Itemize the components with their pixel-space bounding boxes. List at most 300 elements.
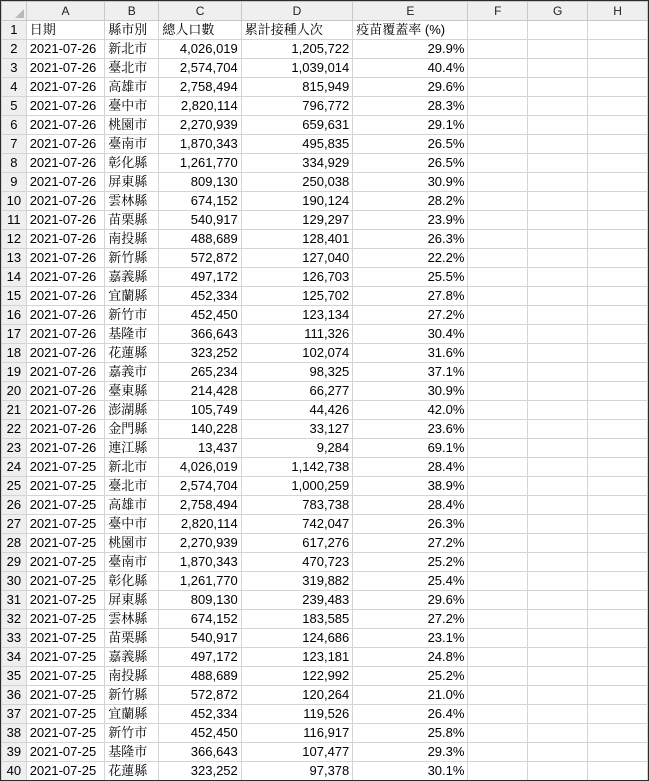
column-header-b[interactable]: B (105, 2, 159, 21)
column-header-h[interactable]: H (588, 2, 648, 21)
empty-cell[interactable] (468, 439, 528, 458)
coverage-cell[interactable]: 29.1% (353, 116, 468, 135)
population-cell[interactable]: 452,334 (159, 705, 241, 724)
row-header[interactable]: 9 (2, 173, 27, 192)
population-cell[interactable]: 140,228 (159, 420, 241, 439)
doses-cell[interactable]: 126,703 (241, 268, 353, 287)
doses-cell[interactable]: 123,181 (241, 648, 353, 667)
population-cell[interactable]: 674,152 (159, 610, 241, 629)
county-cell[interactable]: 彰化縣 (105, 572, 159, 591)
date-cell[interactable]: 2021-07-25 (26, 762, 105, 781)
empty-cell[interactable] (468, 572, 528, 591)
county-cell[interactable]: 南投縣 (105, 230, 159, 249)
empty-cell[interactable] (588, 173, 648, 192)
empty-cell[interactable] (528, 40, 588, 59)
empty-cell[interactable] (588, 382, 648, 401)
empty-cell[interactable] (528, 648, 588, 667)
empty-cell[interactable] (468, 306, 528, 325)
empty-cell[interactable] (468, 553, 528, 572)
empty-cell[interactable] (528, 724, 588, 743)
population-cell[interactable]: 488,689 (159, 230, 241, 249)
doses-cell[interactable]: 120,264 (241, 686, 353, 705)
empty-cell[interactable] (588, 762, 648, 781)
empty-cell[interactable] (528, 78, 588, 97)
column-header-d[interactable]: D (241, 2, 353, 21)
empty-cell[interactable] (468, 648, 528, 667)
population-cell[interactable]: 4,026,019 (159, 458, 241, 477)
county-cell[interactable]: 臺中市 (105, 515, 159, 534)
empty-cell[interactable] (588, 572, 648, 591)
population-cell[interactable]: 1,870,343 (159, 135, 241, 154)
empty-cell[interactable] (588, 192, 648, 211)
date-cell[interactable]: 2021-07-25 (26, 458, 105, 477)
coverage-cell[interactable]: 24.8% (353, 648, 468, 667)
row-header[interactable]: 36 (2, 686, 27, 705)
population-cell[interactable]: 497,172 (159, 648, 241, 667)
empty-cell[interactable] (468, 344, 528, 363)
date-cell[interactable]: 2021-07-26 (26, 306, 105, 325)
row-header[interactable]: 17 (2, 325, 27, 344)
empty-cell[interactable] (588, 458, 648, 477)
row-header[interactable]: 32 (2, 610, 27, 629)
empty-cell[interactable] (468, 40, 528, 59)
doses-cell[interactable]: 98,325 (241, 363, 353, 382)
coverage-cell[interactable]: 26.5% (353, 154, 468, 173)
row-header[interactable]: 1 (2, 21, 27, 40)
empty-cell[interactable] (588, 363, 648, 382)
empty-cell[interactable] (528, 154, 588, 173)
empty-cell[interactable] (468, 458, 528, 477)
empty-cell[interactable] (468, 116, 528, 135)
empty-cell[interactable] (588, 135, 648, 154)
doses-cell[interactable]: 796,772 (241, 97, 353, 116)
date-cell[interactable]: 2021-07-25 (26, 534, 105, 553)
doses-cell[interactable]: 102,074 (241, 344, 353, 363)
row-header[interactable]: 19 (2, 363, 27, 382)
doses-cell[interactable]: 183,585 (241, 610, 353, 629)
county-cell[interactable]: 新竹市 (105, 306, 159, 325)
empty-cell[interactable] (468, 78, 528, 97)
coverage-cell[interactable]: 30.9% (353, 382, 468, 401)
empty-cell[interactable] (528, 496, 588, 515)
date-cell[interactable]: 2021-07-26 (26, 363, 105, 382)
empty-cell[interactable] (528, 705, 588, 724)
empty-cell[interactable] (588, 496, 648, 515)
doses-cell[interactable]: 815,949 (241, 78, 353, 97)
coverage-cell[interactable]: 27.2% (353, 534, 468, 553)
header-cell-cumulative-doses[interactable]: 累計接種人次 (241, 21, 353, 40)
row-header[interactable]: 26 (2, 496, 27, 515)
row-header[interactable]: 21 (2, 401, 27, 420)
date-cell[interactable]: 2021-07-26 (26, 230, 105, 249)
county-cell[interactable]: 雲林縣 (105, 192, 159, 211)
county-cell[interactable]: 澎湖縣 (105, 401, 159, 420)
population-cell[interactable]: 572,872 (159, 686, 241, 705)
population-cell[interactable]: 214,428 (159, 382, 241, 401)
county-cell[interactable]: 高雄市 (105, 496, 159, 515)
empty-cell[interactable] (528, 306, 588, 325)
empty-cell[interactable] (588, 705, 648, 724)
county-cell[interactable]: 南投縣 (105, 667, 159, 686)
coverage-cell[interactable]: 37.1% (353, 363, 468, 382)
county-cell[interactable]: 新北市 (105, 40, 159, 59)
column-header-g[interactable]: G (528, 2, 588, 21)
empty-cell[interactable] (528, 59, 588, 78)
population-cell[interactable]: 4,026,019 (159, 40, 241, 59)
row-header[interactable]: 2 (2, 40, 27, 59)
population-cell[interactable]: 1,870,343 (159, 553, 241, 572)
empty-cell[interactable] (468, 629, 528, 648)
population-cell[interactable]: 1,261,770 (159, 572, 241, 591)
row-header[interactable]: 10 (2, 192, 27, 211)
empty-cell[interactable] (468, 382, 528, 401)
column-header-f[interactable]: F (468, 2, 528, 21)
population-cell[interactable]: 809,130 (159, 591, 241, 610)
population-cell[interactable]: 13,437 (159, 439, 241, 458)
doses-cell[interactable]: 127,040 (241, 249, 353, 268)
population-cell[interactable]: 366,643 (159, 325, 241, 344)
row-header[interactable]: 27 (2, 515, 27, 534)
row-header[interactable]: 13 (2, 249, 27, 268)
empty-cell[interactable] (588, 268, 648, 287)
coverage-cell[interactable]: 29.3% (353, 743, 468, 762)
empty-cell[interactable] (588, 116, 648, 135)
empty-cell[interactable] (468, 211, 528, 230)
coverage-cell[interactable]: 25.2% (353, 667, 468, 686)
empty-cell[interactable] (528, 230, 588, 249)
empty-cell[interactable] (528, 686, 588, 705)
empty-cell[interactable] (468, 705, 528, 724)
date-cell[interactable]: 2021-07-25 (26, 553, 105, 572)
population-cell[interactable]: 323,252 (159, 344, 241, 363)
population-cell[interactable]: 265,234 (159, 363, 241, 382)
row-header[interactable]: 31 (2, 591, 27, 610)
row-header[interactable]: 11 (2, 211, 27, 230)
empty-cell[interactable] (468, 135, 528, 154)
doses-cell[interactable]: 617,276 (241, 534, 353, 553)
row-header[interactable]: 23 (2, 439, 27, 458)
empty-cell[interactable] (468, 496, 528, 515)
population-cell[interactable]: 452,450 (159, 306, 241, 325)
empty-cell[interactable] (588, 515, 648, 534)
empty-cell[interactable] (588, 724, 648, 743)
row-header[interactable]: 38 (2, 724, 27, 743)
coverage-cell[interactable]: 25.5% (353, 268, 468, 287)
date-cell[interactable]: 2021-07-26 (26, 420, 105, 439)
county-cell[interactable]: 新竹縣 (105, 249, 159, 268)
county-cell[interactable]: 屏東縣 (105, 173, 159, 192)
coverage-cell[interactable]: 28.3% (353, 97, 468, 116)
county-cell[interactable]: 嘉義縣 (105, 648, 159, 667)
date-cell[interactable]: 2021-07-26 (26, 59, 105, 78)
row-header[interactable]: 15 (2, 287, 27, 306)
county-cell[interactable]: 新北市 (105, 458, 159, 477)
empty-cell[interactable] (528, 743, 588, 762)
empty-cell[interactable] (468, 192, 528, 211)
coverage-cell[interactable]: 25.8% (353, 724, 468, 743)
county-cell[interactable]: 臺北市 (105, 477, 159, 496)
empty-cell[interactable] (468, 610, 528, 629)
empty-cell[interactable] (468, 59, 528, 78)
doses-cell[interactable]: 97,378 (241, 762, 353, 781)
empty-cell[interactable] (528, 116, 588, 135)
date-cell[interactable]: 2021-07-25 (26, 743, 105, 762)
row-header[interactable]: 16 (2, 306, 27, 325)
date-cell[interactable]: 2021-07-25 (26, 572, 105, 591)
county-cell[interactable]: 苗栗縣 (105, 629, 159, 648)
population-cell[interactable]: 2,758,494 (159, 78, 241, 97)
doses-cell[interactable]: 319,882 (241, 572, 353, 591)
date-cell[interactable]: 2021-07-25 (26, 686, 105, 705)
date-cell[interactable]: 2021-07-25 (26, 477, 105, 496)
column-header-e[interactable]: E (353, 2, 468, 21)
coverage-cell[interactable]: 69.1% (353, 439, 468, 458)
date-cell[interactable]: 2021-07-25 (26, 705, 105, 724)
row-header[interactable]: 22 (2, 420, 27, 439)
coverage-cell[interactable]: 29.9% (353, 40, 468, 59)
empty-cell[interactable] (468, 230, 528, 249)
header-cell-population[interactable]: 總人口數 (159, 21, 241, 40)
population-cell[interactable]: 2,820,114 (159, 97, 241, 116)
county-cell[interactable]: 臺南市 (105, 135, 159, 154)
coverage-cell[interactable]: 21.0% (353, 686, 468, 705)
coverage-cell[interactable]: 31.6% (353, 344, 468, 363)
date-cell[interactable]: 2021-07-26 (26, 192, 105, 211)
date-cell[interactable]: 2021-07-26 (26, 249, 105, 268)
doses-cell[interactable]: 239,483 (241, 591, 353, 610)
empty-cell[interactable] (468, 686, 528, 705)
empty-cell[interactable] (588, 629, 648, 648)
population-cell[interactable]: 497,172 (159, 268, 241, 287)
doses-cell[interactable]: 116,917 (241, 724, 353, 743)
empty-cell[interactable] (528, 534, 588, 553)
county-cell[interactable]: 基隆市 (105, 325, 159, 344)
date-cell[interactable]: 2021-07-26 (26, 154, 105, 173)
county-cell[interactable]: 臺南市 (105, 553, 159, 572)
row-header[interactable]: 29 (2, 553, 27, 572)
empty-cell[interactable] (528, 591, 588, 610)
coverage-cell[interactable]: 38.9% (353, 477, 468, 496)
population-cell[interactable]: 2,820,114 (159, 515, 241, 534)
empty-cell[interactable] (528, 192, 588, 211)
county-cell[interactable]: 彰化縣 (105, 154, 159, 173)
date-cell[interactable]: 2021-07-26 (26, 439, 105, 458)
population-cell[interactable]: 540,917 (159, 211, 241, 230)
row-header[interactable]: 35 (2, 667, 27, 686)
population-cell[interactable]: 2,270,939 (159, 534, 241, 553)
empty-cell[interactable] (588, 306, 648, 325)
date-cell[interactable]: 2021-07-25 (26, 648, 105, 667)
header-cell-county[interactable]: 縣市別 (105, 21, 159, 40)
empty-cell[interactable] (468, 401, 528, 420)
empty-cell[interactable] (468, 97, 528, 116)
empty-cell[interactable] (588, 591, 648, 610)
county-cell[interactable]: 雲林縣 (105, 610, 159, 629)
coverage-cell[interactable]: 26.3% (353, 230, 468, 249)
date-cell[interactable]: 2021-07-26 (26, 211, 105, 230)
doses-cell[interactable]: 124,686 (241, 629, 353, 648)
empty-cell[interactable] (588, 154, 648, 173)
row-header[interactable]: 6 (2, 116, 27, 135)
empty-cell[interactable] (468, 249, 528, 268)
empty-cell[interactable] (588, 40, 648, 59)
empty-cell[interactable] (588, 230, 648, 249)
row-header[interactable]: 12 (2, 230, 27, 249)
date-cell[interactable]: 2021-07-25 (26, 515, 105, 534)
empty-cell[interactable] (528, 553, 588, 572)
row-header[interactable]: 3 (2, 59, 27, 78)
empty-cell[interactable] (588, 667, 648, 686)
coverage-cell[interactable]: 27.2% (353, 306, 468, 325)
county-cell[interactable]: 屏東縣 (105, 591, 159, 610)
row-header[interactable]: 7 (2, 135, 27, 154)
county-cell[interactable]: 新竹縣 (105, 686, 159, 705)
coverage-cell[interactable]: 30.1% (353, 762, 468, 781)
doses-cell[interactable]: 44,426 (241, 401, 353, 420)
empty-cell[interactable] (588, 249, 648, 268)
coverage-cell[interactable]: 28.4% (353, 458, 468, 477)
population-cell[interactable]: 105,749 (159, 401, 241, 420)
date-cell[interactable]: 2021-07-26 (26, 135, 105, 154)
row-header[interactable]: 8 (2, 154, 27, 173)
empty-cell[interactable] (528, 173, 588, 192)
empty-cell[interactable] (528, 97, 588, 116)
row-header[interactable]: 40 (2, 762, 27, 781)
doses-cell[interactable]: 128,401 (241, 230, 353, 249)
empty-cell[interactable] (468, 325, 528, 344)
date-cell[interactable]: 2021-07-26 (26, 401, 105, 420)
coverage-cell[interactable]: 30.9% (353, 173, 468, 192)
empty-cell[interactable] (588, 648, 648, 667)
date-cell[interactable]: 2021-07-25 (26, 591, 105, 610)
empty-cell[interactable] (468, 591, 528, 610)
coverage-cell[interactable]: 22.2% (353, 249, 468, 268)
empty-cell[interactable] (528, 21, 588, 40)
population-cell[interactable]: 452,450 (159, 724, 241, 743)
empty-cell[interactable] (588, 325, 648, 344)
empty-cell[interactable] (588, 287, 648, 306)
coverage-cell[interactable]: 28.4% (353, 496, 468, 515)
empty-cell[interactable] (528, 211, 588, 230)
doses-cell[interactable]: 1,039,014 (241, 59, 353, 78)
doses-cell[interactable]: 123,134 (241, 306, 353, 325)
empty-cell[interactable] (528, 610, 588, 629)
date-cell[interactable]: 2021-07-26 (26, 173, 105, 192)
empty-cell[interactable] (588, 78, 648, 97)
coverage-cell[interactable]: 29.6% (353, 591, 468, 610)
empty-cell[interactable] (468, 154, 528, 173)
date-cell[interactable]: 2021-07-25 (26, 667, 105, 686)
population-cell[interactable]: 452,334 (159, 287, 241, 306)
empty-cell[interactable] (468, 762, 528, 781)
county-cell[interactable]: 基隆市 (105, 743, 159, 762)
coverage-cell[interactable]: 26.3% (353, 515, 468, 534)
population-cell[interactable]: 2,270,939 (159, 116, 241, 135)
empty-cell[interactable] (468, 363, 528, 382)
doses-cell[interactable]: 1,000,259 (241, 477, 353, 496)
empty-cell[interactable] (528, 629, 588, 648)
coverage-cell[interactable]: 26.5% (353, 135, 468, 154)
empty-cell[interactable] (528, 325, 588, 344)
empty-cell[interactable] (468, 420, 528, 439)
county-cell[interactable]: 高雄市 (105, 78, 159, 97)
coverage-cell[interactable]: 25.2% (353, 553, 468, 572)
empty-cell[interactable] (588, 344, 648, 363)
empty-cell[interactable] (528, 458, 588, 477)
empty-cell[interactable] (528, 363, 588, 382)
empty-cell[interactable] (468, 173, 528, 192)
empty-cell[interactable] (528, 135, 588, 154)
county-cell[interactable]: 臺北市 (105, 59, 159, 78)
population-cell[interactable]: 540,917 (159, 629, 241, 648)
county-cell[interactable]: 嘉義縣 (105, 268, 159, 287)
empty-cell[interactable] (588, 477, 648, 496)
county-cell[interactable]: 嘉義市 (105, 363, 159, 382)
county-cell[interactable]: 桃園市 (105, 116, 159, 135)
coverage-cell[interactable]: 23.9% (353, 211, 468, 230)
population-cell[interactable]: 366,643 (159, 743, 241, 762)
empty-cell[interactable] (468, 287, 528, 306)
doses-cell[interactable]: 129,297 (241, 211, 353, 230)
empty-cell[interactable] (468, 743, 528, 762)
county-cell[interactable]: 臺東縣 (105, 382, 159, 401)
empty-cell[interactable] (588, 21, 648, 40)
row-header[interactable]: 25 (2, 477, 27, 496)
doses-cell[interactable]: 783,738 (241, 496, 353, 515)
population-cell[interactable]: 2,574,704 (159, 59, 241, 78)
date-cell[interactable]: 2021-07-25 (26, 629, 105, 648)
population-cell[interactable]: 1,261,770 (159, 154, 241, 173)
row-header[interactable]: 39 (2, 743, 27, 762)
column-header-a[interactable]: A (26, 2, 105, 21)
empty-cell[interactable] (528, 249, 588, 268)
coverage-cell[interactable]: 27.2% (353, 610, 468, 629)
column-header-c[interactable]: C (159, 2, 241, 21)
county-cell[interactable]: 花蓮縣 (105, 344, 159, 363)
doses-cell[interactable]: 33,127 (241, 420, 353, 439)
row-header[interactable]: 24 (2, 458, 27, 477)
empty-cell[interactable] (528, 268, 588, 287)
empty-cell[interactable] (588, 534, 648, 553)
population-cell[interactable]: 2,758,494 (159, 496, 241, 515)
empty-cell[interactable] (588, 401, 648, 420)
empty-cell[interactable] (528, 762, 588, 781)
county-cell[interactable]: 臺中市 (105, 97, 159, 116)
row-header[interactable]: 33 (2, 629, 27, 648)
empty-cell[interactable] (588, 211, 648, 230)
row-header[interactable]: 30 (2, 572, 27, 591)
coverage-cell[interactable]: 25.4% (353, 572, 468, 591)
empty-cell[interactable] (528, 477, 588, 496)
date-cell[interactable]: 2021-07-26 (26, 40, 105, 59)
empty-cell[interactable] (468, 515, 528, 534)
doses-cell[interactable]: 659,631 (241, 116, 353, 135)
doses-cell[interactable]: 119,526 (241, 705, 353, 724)
empty-cell[interactable] (528, 382, 588, 401)
empty-cell[interactable] (468, 724, 528, 743)
date-cell[interactable]: 2021-07-26 (26, 325, 105, 344)
doses-cell[interactable]: 107,477 (241, 743, 353, 762)
date-cell[interactable]: 2021-07-26 (26, 268, 105, 287)
coverage-cell[interactable]: 23.1% (353, 629, 468, 648)
date-cell[interactable]: 2021-07-25 (26, 724, 105, 743)
row-header[interactable]: 18 (2, 344, 27, 363)
doses-cell[interactable]: 334,929 (241, 154, 353, 173)
coverage-cell[interactable]: 26.4% (353, 705, 468, 724)
population-cell[interactable]: 572,872 (159, 249, 241, 268)
county-cell[interactable]: 苗栗縣 (105, 211, 159, 230)
empty-cell[interactable] (588, 439, 648, 458)
